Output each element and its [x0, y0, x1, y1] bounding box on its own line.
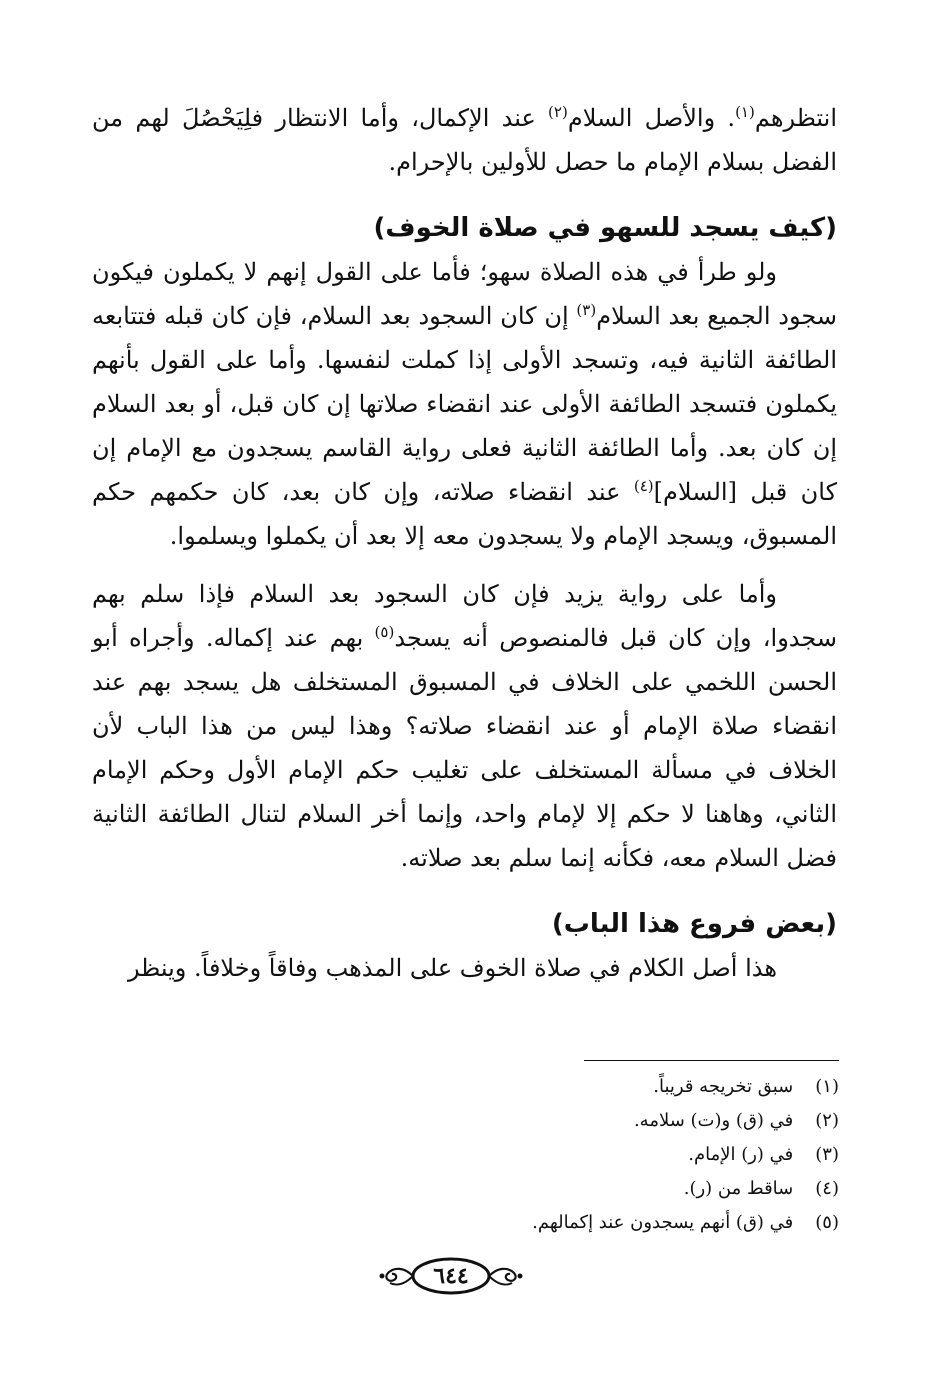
footnote [279, 1206, 839, 1240]
section-heading: (كيف يسجد للسهو في صلاة الخوف) [373, 213, 837, 243]
footnote [279, 1104, 839, 1138]
footnote-marker: (٢) [548, 103, 568, 121]
footnote-number: (٢) [815, 1110, 839, 1131]
footnote-number: (٤) [815, 1178, 839, 1199]
footnote-marker: (٥) [374, 623, 395, 641]
footnote-text: ساقط من (ر). [683, 1178, 794, 1199]
footnote-marker: (٣) [576, 301, 597, 319]
footnote-text: سبق تخريجه قريباً. [653, 1076, 794, 1097]
footnote [279, 1138, 839, 1172]
footnote-text: في (ق) أنهم يسجدون عند إكمالهم. [532, 1212, 794, 1233]
footnote-text: في (ر) الإمام. [688, 1144, 794, 1165]
paragraph: ولو طرأ في هذه الصلاة سهو؛ فأما على القول إنهم لا يكملون فيكون سجود الجميع بعد السلام$^{(٣)}$ إن كان السجود بعد السلام، فإن كان قبله فتتابعه الطائفة الثانية فيه، وتسجد الأولى إذا كملت لنفسها. وأما على القول بأنهم يكملون فتسجد الطائفة الأولى عند انقضاء صلاتها إن كان قبل، أو بعد السلام إن كان بعد. وأما الطائفة الثانية فعلى رواية القاسم يسجدون مع الإمام إن كان قبل [السلام]$^{(٤)}$ عند انقضاء صلاته، وإن كان بعد، كان حكمهم حكم المسبوق، ويسجد الإمام ولا يسجدون معه إلا بعد أن يكملوا ويسلموا. [92, 258, 837, 550]
footnote-marker: (١) [735, 103, 755, 121]
page-body [92, 96, 837, 990]
page-number: ٦٤٤ [433, 1263, 469, 1289]
footnote [279, 1172, 839, 1206]
footnote-marker: (٤) [633, 477, 654, 495]
footnote-divider [584, 1060, 839, 1061]
footnotes [279, 1070, 839, 1240]
paragraph: هذا أصل الكلام في صلاة الخوف على المذهب وفاقاً وخلافاً. وينظر [127, 954, 777, 982]
page-number-ornament [376, 1255, 526, 1297]
footnote-number: (١) [815, 1076, 839, 1097]
footnote-number: (٣) [815, 1144, 839, 1165]
footnote [279, 1070, 839, 1104]
footnote-text: في (ق) و(ت) سلامه. [633, 1110, 794, 1131]
footnote-number: (٥) [815, 1212, 839, 1233]
paragraph: انتظرهم$^{(١)}$. والأصل السلام$^{(٢)}$ عند الإكمال، وأما الانتظار فلِيَحْصُلَ لهم من الفضل بسلام الإمام ما حصل للأولين بالإحرام. [92, 103, 837, 176]
section-heading: (بعض فروع هذا الباب) [551, 909, 837, 939]
paragraph: وأما على رواية يزيد فإن كان السجود بعد السلام فإذا سلم بهم سجدوا، وإن كان قبل فالمنصوص أنه يسجد$^{(٥)}$ بهم عند إكماله. وأجراه أبو الحسن اللخمي على الخلاف في المسبوق المستخلف هل يسجد بهم عند انقضاء صلاة الإمام أو عند انقضاء صلاته؟ وهذا ليس من هذا الباب لأن الخلاف في مسألة المستخلف على تغليب حكم الإمام الأول وحكم الإمام الثاني، وهاهنا لا حكم إلا لإمام واحد، وإنما أخر السلام لتنال الطائفة الثانية فضل السلام معه، فكأنه إنما سلم بعد صلاته. [92, 580, 838, 872]
